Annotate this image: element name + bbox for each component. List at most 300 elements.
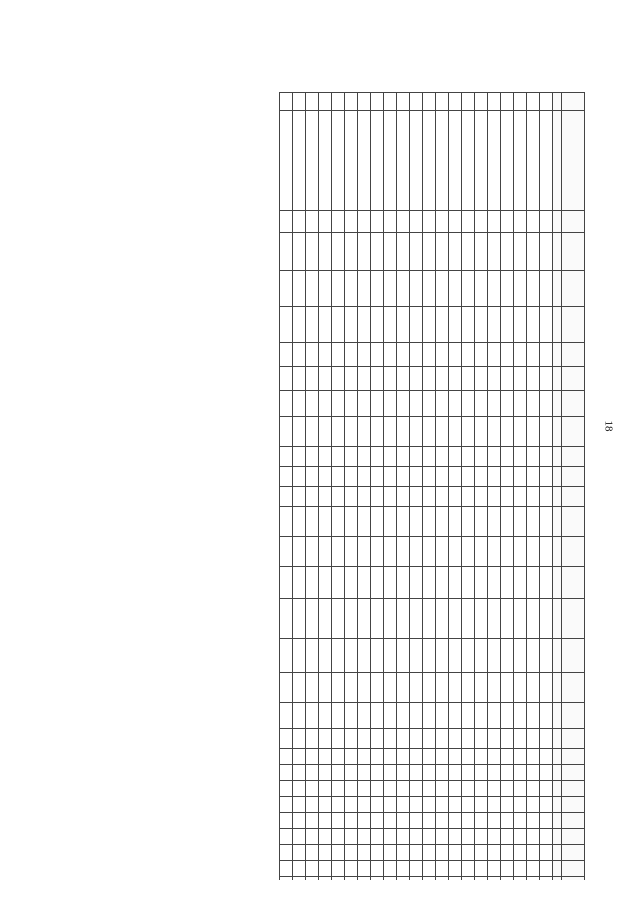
table-cell [449, 749, 462, 765]
table-cell [449, 467, 462, 487]
table-cell [384, 829, 397, 845]
table-cell [488, 599, 501, 639]
table-row [527, 93, 540, 881]
table-cell [280, 211, 293, 233]
table-cell [462, 797, 475, 813]
table-cell [410, 813, 423, 829]
column-number-cell [553, 233, 562, 271]
table-cell [319, 537, 332, 567]
table-row [306, 93, 319, 881]
table-cell [436, 467, 449, 487]
table-cell [501, 797, 514, 813]
table-cell [501, 211, 514, 233]
table-cell [423, 599, 436, 639]
table-cell [514, 861, 527, 877]
table-cell [462, 639, 475, 673]
table-cell [527, 391, 540, 417]
header-cell [562, 93, 585, 111]
table-cell [345, 845, 358, 861]
table-cell [293, 861, 306, 877]
table-cell [501, 599, 514, 639]
table-cell [345, 367, 358, 391]
address-cell [540, 111, 553, 211]
column-number-cell [553, 781, 562, 797]
table-cell [345, 93, 358, 111]
table-cell [397, 703, 410, 729]
table-cell [345, 673, 358, 703]
header-cell [562, 391, 585, 417]
table-cell [540, 211, 553, 233]
table-cell [540, 829, 553, 845]
column-number-cell [553, 307, 562, 343]
table-cell [397, 567, 410, 599]
table-cell [306, 271, 319, 307]
table-cell [436, 93, 449, 111]
table-cell [410, 507, 423, 537]
table-cell [293, 507, 306, 537]
table-cell [423, 447, 436, 467]
table-cell [449, 307, 462, 343]
table-cell [449, 829, 462, 845]
table-cell [293, 307, 306, 343]
table-cell [319, 343, 332, 367]
table-cell [410, 673, 423, 703]
column-number-cell [553, 749, 562, 765]
table-cell [462, 845, 475, 861]
table-header [553, 93, 585, 881]
table-cell [397, 673, 410, 703]
table-cell [371, 367, 384, 391]
table-cell [540, 447, 553, 467]
table-cell [410, 765, 423, 781]
table-cell [475, 765, 488, 781]
address-cell [332, 111, 345, 211]
table-cell [488, 367, 501, 391]
table-cell [449, 797, 462, 813]
table-cell [384, 487, 397, 507]
table-cell [501, 861, 514, 877]
table-cell [475, 507, 488, 537]
table-row [410, 93, 423, 881]
table-cell [423, 507, 436, 537]
table-cell [319, 861, 332, 877]
table-cell [306, 729, 319, 749]
table-cell [306, 447, 319, 467]
table-cell [319, 211, 332, 233]
table-cell [410, 749, 423, 765]
table-cell [280, 829, 293, 845]
table-cell [501, 467, 514, 487]
table-cell [306, 417, 319, 447]
table-cell [436, 271, 449, 307]
table-cell [371, 729, 384, 749]
table-row [397, 93, 410, 881]
table-cell [436, 673, 449, 703]
column-number-cell [553, 467, 562, 487]
table-cell [397, 507, 410, 537]
table-cell [475, 307, 488, 343]
column-number-cell [553, 367, 562, 391]
address-cell [306, 111, 319, 211]
table-cell [462, 537, 475, 567]
address-cell [501, 111, 514, 211]
table-cell [306, 391, 319, 417]
table-cell [462, 467, 475, 487]
table-cell [423, 343, 436, 367]
table-cell [371, 703, 384, 729]
table-cell [358, 845, 371, 861]
table-cell [397, 211, 410, 233]
table-cell [319, 729, 332, 749]
header-cell [562, 567, 585, 599]
table-cell [462, 487, 475, 507]
table-cell [514, 211, 527, 233]
table-cell [540, 93, 553, 111]
table-cell [514, 307, 527, 343]
table-cell [319, 765, 332, 781]
table-cell [423, 861, 436, 877]
table-cell [306, 343, 319, 367]
table-cell [475, 467, 488, 487]
table-cell [488, 391, 501, 417]
header-cell [562, 599, 585, 639]
table-cell [462, 417, 475, 447]
header-cell [562, 343, 585, 367]
table-cell [358, 467, 371, 487]
table-cell [436, 391, 449, 417]
table-cell [449, 599, 462, 639]
table-cell [358, 343, 371, 367]
table-cell [293, 467, 306, 487]
table-cell [345, 639, 358, 673]
table-cell [540, 639, 553, 673]
table-cell [397, 829, 410, 845]
table-cell [332, 487, 345, 507]
column-number-cell [553, 765, 562, 781]
table-cell [319, 93, 332, 111]
table-cell [527, 271, 540, 307]
table-cell [280, 93, 293, 111]
header-cell [562, 765, 585, 781]
table-cell [319, 781, 332, 797]
table-cell [293, 813, 306, 829]
table-cell [280, 367, 293, 391]
table-cell [397, 271, 410, 307]
table-cell [280, 487, 293, 507]
header-row [562, 93, 585, 881]
table-cell [358, 537, 371, 567]
table-cell [423, 233, 436, 271]
table-cell [384, 417, 397, 447]
table-cell [514, 93, 527, 111]
table-cell [293, 877, 306, 881]
column-number-cell [553, 845, 562, 861]
table-cell [475, 877, 488, 881]
table-cell [397, 781, 410, 797]
header-cell [562, 111, 585, 211]
table-cell [410, 93, 423, 111]
column-number-cell [553, 639, 562, 673]
table-cell [527, 765, 540, 781]
table-cell [319, 567, 332, 599]
table-cell [449, 845, 462, 861]
table-cell [527, 749, 540, 765]
table-cell [488, 781, 501, 797]
table-cell [280, 639, 293, 673]
table-cell [462, 877, 475, 881]
table-cell [423, 639, 436, 673]
table-cell [358, 391, 371, 417]
table-cell [358, 861, 371, 877]
table-cell [527, 703, 540, 729]
table-cell [449, 729, 462, 749]
table-cell [462, 93, 475, 111]
table-cell [488, 797, 501, 813]
table-cell [384, 797, 397, 813]
table-cell [332, 307, 345, 343]
table-cell [462, 447, 475, 467]
column-number-cell [553, 271, 562, 307]
table-cell [436, 343, 449, 367]
table-cell [384, 639, 397, 673]
header-cell [562, 797, 585, 813]
table-cell [410, 467, 423, 487]
header-cell [562, 861, 585, 877]
table-cell [280, 599, 293, 639]
table-cell [540, 703, 553, 729]
table-cell [384, 861, 397, 877]
table-cell [371, 467, 384, 487]
header-cell [562, 749, 585, 765]
table-cell [449, 343, 462, 367]
table-cell [436, 567, 449, 599]
table-cell [332, 673, 345, 703]
table-cell [280, 447, 293, 467]
table-cell [358, 829, 371, 845]
table-cell [332, 797, 345, 813]
table-cell [293, 233, 306, 271]
table-cell [540, 797, 553, 813]
table-cell [319, 391, 332, 417]
table-cell [384, 367, 397, 391]
table-cell [514, 765, 527, 781]
table-cell [488, 537, 501, 567]
table-cell [488, 417, 501, 447]
table-cell [293, 845, 306, 861]
table-cell [423, 781, 436, 797]
address-cell [293, 111, 306, 211]
table-cell [397, 765, 410, 781]
table-cell [319, 797, 332, 813]
table-cell [306, 673, 319, 703]
table-cell [527, 367, 540, 391]
table-cell [332, 829, 345, 845]
table-cell [358, 765, 371, 781]
table-cell [540, 417, 553, 447]
table-cell [371, 307, 384, 343]
table-cell [306, 861, 319, 877]
table-cell [345, 307, 358, 343]
table-cell [332, 599, 345, 639]
table-cell [293, 703, 306, 729]
table-cell [501, 93, 514, 111]
table-cell [449, 93, 462, 111]
table-cell [540, 367, 553, 391]
table-cell [449, 487, 462, 507]
column-number-cell [553, 93, 562, 111]
table-cell [332, 271, 345, 307]
table-cell [319, 487, 332, 507]
table-cell [475, 797, 488, 813]
table-cell [514, 537, 527, 567]
table-cell [384, 233, 397, 271]
table-cell [410, 487, 423, 507]
table-cell [280, 861, 293, 877]
table-cell [358, 781, 371, 797]
table-cell [371, 271, 384, 307]
table-cell [345, 703, 358, 729]
table-cell [527, 233, 540, 271]
table-cell [501, 417, 514, 447]
table-row [488, 93, 501, 881]
table-cell [501, 307, 514, 343]
table-cell [319, 271, 332, 307]
table-cell [488, 861, 501, 877]
table-cell [371, 845, 384, 861]
table-cell [410, 567, 423, 599]
table-cell [384, 599, 397, 639]
table-cell [319, 447, 332, 467]
table-cell [475, 703, 488, 729]
table-cell [540, 567, 553, 599]
table-row [501, 93, 514, 881]
table-cell [332, 813, 345, 829]
table-cell [488, 93, 501, 111]
table-cell [345, 877, 358, 881]
table-cell [527, 567, 540, 599]
table-cell [410, 447, 423, 467]
table-cell [371, 797, 384, 813]
table-cell [345, 271, 358, 307]
table-cell [501, 781, 514, 797]
column-number-cell [553, 797, 562, 813]
table-cell [423, 307, 436, 343]
table-cell [371, 781, 384, 797]
table-cell [332, 639, 345, 673]
address-cell [514, 111, 527, 211]
table-cell [462, 233, 475, 271]
table-cell [475, 673, 488, 703]
table-cell [462, 507, 475, 537]
table-cell [462, 781, 475, 797]
table-cell [332, 367, 345, 391]
table-cell [293, 639, 306, 673]
table-cell [540, 781, 553, 797]
column-number-cell [553, 111, 562, 211]
table-cell [501, 391, 514, 417]
table-cell [423, 845, 436, 861]
table-cell [358, 233, 371, 271]
table-cell [319, 639, 332, 673]
table-cell [358, 447, 371, 467]
table-cell [397, 487, 410, 507]
table-cell [475, 271, 488, 307]
table-cell [436, 487, 449, 507]
table-cell [514, 845, 527, 861]
table-cell [358, 729, 371, 749]
table-cell [293, 93, 306, 111]
table-cell [540, 391, 553, 417]
table-cell [475, 781, 488, 797]
table-cell [436, 599, 449, 639]
table-cell [410, 877, 423, 881]
table-cell [488, 829, 501, 845]
table-cell [280, 877, 293, 881]
table-cell [397, 367, 410, 391]
table-cell [449, 537, 462, 567]
table-cell [358, 877, 371, 881]
header-cell [562, 639, 585, 673]
table-cell [306, 93, 319, 111]
table-cell [306, 765, 319, 781]
table-cell [345, 729, 358, 749]
table-cell [527, 729, 540, 749]
table-cell [527, 343, 540, 367]
table-cell [514, 271, 527, 307]
table-cell [449, 447, 462, 467]
table-cell [371, 673, 384, 703]
table-cell [540, 507, 553, 537]
header-cell [562, 487, 585, 507]
table-cell [501, 343, 514, 367]
table-cell [501, 703, 514, 729]
table-cell [332, 93, 345, 111]
table-cell [397, 233, 410, 271]
table-cell [436, 447, 449, 467]
table-cell [475, 487, 488, 507]
table-cell [488, 507, 501, 537]
table-cell [306, 507, 319, 537]
table-cell [371, 537, 384, 567]
address-cell [436, 111, 449, 211]
header-cell [562, 507, 585, 537]
table-cell [306, 367, 319, 391]
table-cell [358, 639, 371, 673]
table-cell [319, 877, 332, 881]
table-cell [410, 703, 423, 729]
address-cell [423, 111, 436, 211]
table-cell [384, 211, 397, 233]
column-number-cell [553, 487, 562, 507]
table-cell [345, 447, 358, 467]
table-cell [332, 211, 345, 233]
table-cell [358, 487, 371, 507]
table-cell [384, 845, 397, 861]
column-number-cell [553, 567, 562, 599]
table-cell [423, 877, 436, 881]
table-cell [462, 343, 475, 367]
table-cell [332, 447, 345, 467]
table-cell [423, 765, 436, 781]
table-cell [306, 567, 319, 599]
table-cell [293, 567, 306, 599]
table-cell [527, 829, 540, 845]
address-cell [410, 111, 423, 211]
table-cell [397, 877, 410, 881]
table-cell [384, 447, 397, 467]
table-cell [332, 507, 345, 537]
table-cell [397, 447, 410, 467]
